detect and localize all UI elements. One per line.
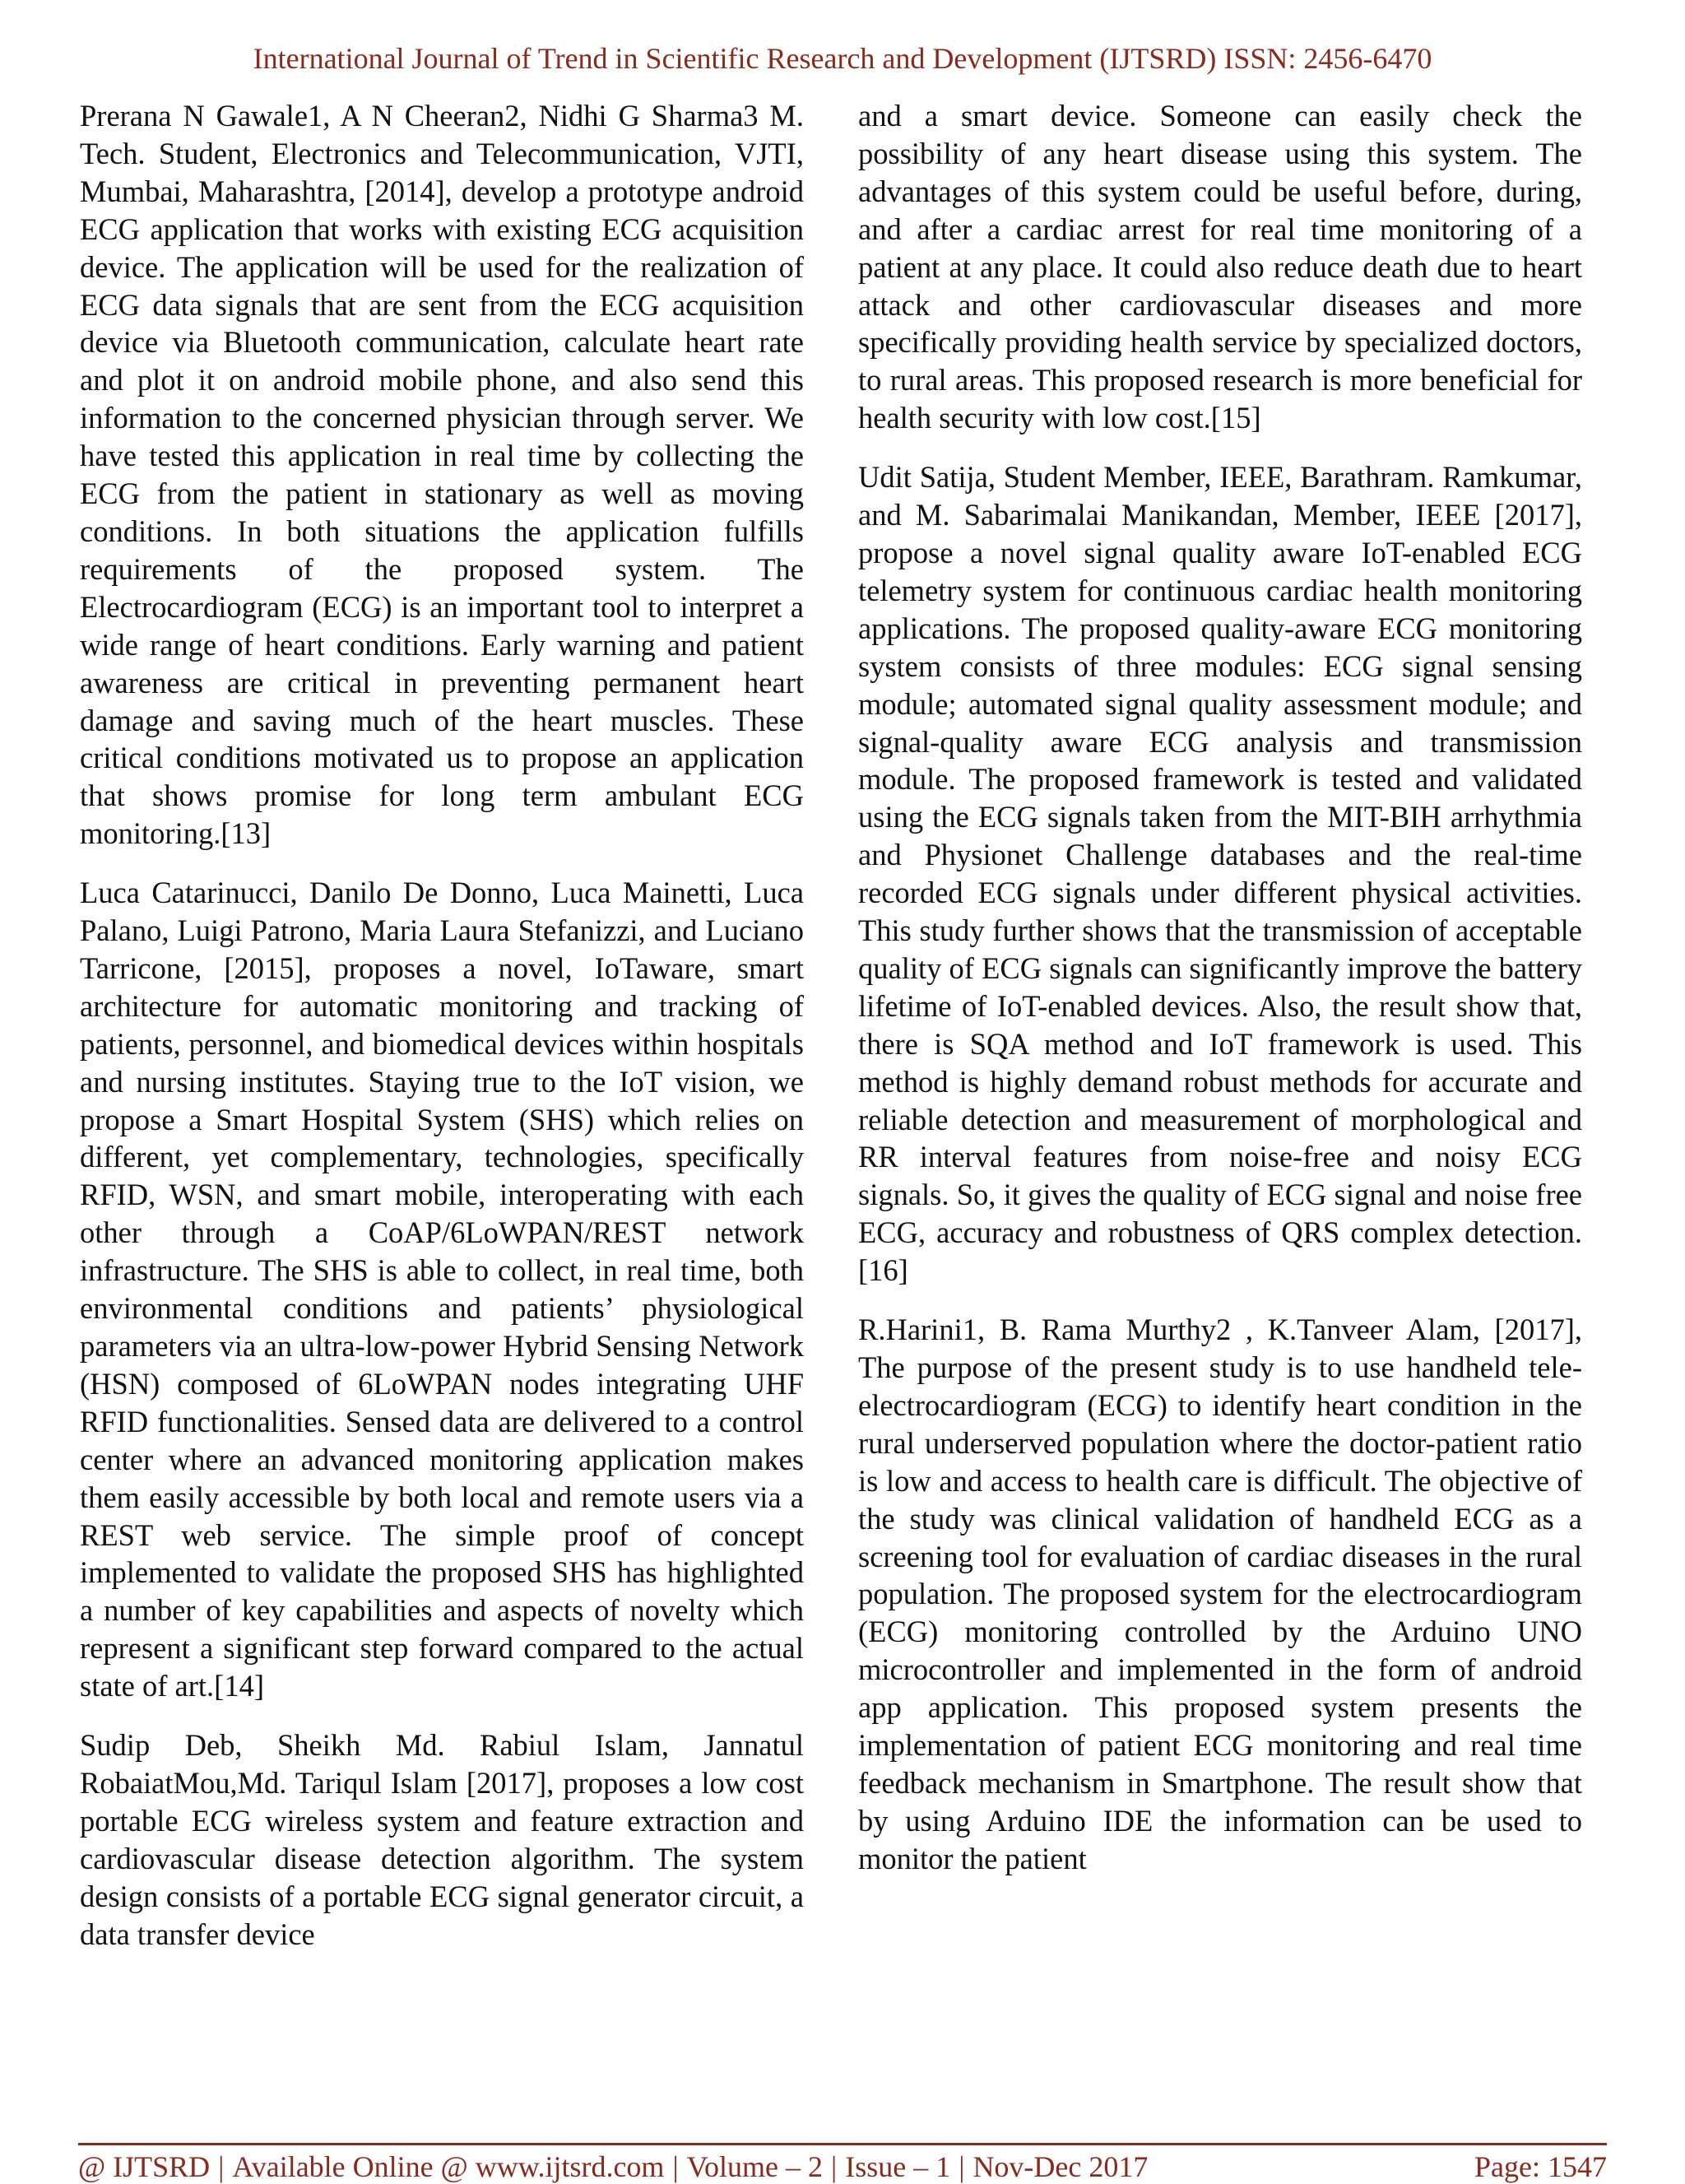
footer-info xyxy=(78,2149,1148,2184)
footer-separator: | xyxy=(959,2150,965,2183)
footer-website-link[interactable]: Available Online @ www.ijtsrd.com xyxy=(232,2150,665,2183)
footer-separator: | xyxy=(218,2150,225,2183)
journal-header: International Journal of Trend in Scientific Research and Development (IJTSRD) ISSN: 2456-6470 xyxy=(253,42,1432,75)
footer-date: Nov-Dec 2017 xyxy=(972,2150,1149,2183)
footer-volume: Volume – 2 xyxy=(686,2150,823,2183)
left-column xyxy=(80,97,804,1975)
paragraph-gawale: Prerana N Gawale1, A N Cheeran2, Nidhi G Sharma3 M. Tech. Student, Electronics and Telecommunication, VJTI, Mumbai, Maharashtra, [2014], develop a prototype android ECG application that works with existing ECG acquisition device. The application will be used for the realization of ECG data signals that are sent from the ECG acquisition device via Bluetooth communication, calculate heart rate and plot it on android mobile phone, and also send this information to the concerned physician through server. We have tested this application in real time by collecting the ECG from the patient in stationary as well as moving conditions. In both situations the application fulfills requirements of the proposed system. The Electrocardiogram (ECG) is an important tool to interpret a wide range of heart conditions. Early warning and patient awareness are critical in preventing permanent heart damage and saving much of the heart muscles. These critical conditions motivated us to propose an application that shows promise for long term ambulant ECG monitoring.[13] xyxy=(80,99,804,851)
paragraph-harini: R.Harini1, B. Rama Murthy2 , K.Tanveer Alam, [2017], The purpose of the present study is to use handheld tele-electrocardiogram (ECG) to identify heart condition in the rural underserved population where the doctor-patient ratio is low and access to health care is difficult. The objective of the study was clinical validation of handheld ECG as a screening tool for evaluation of cardiac diseases in the rural population. The proposed system for the electrocardiogram (ECG) monitoring controlled by the Arduino UNO microcontroller and implemented in the form of android app application. This proposed system presents the implementation of patient ECG monitoring and real time feedback mechanism in Smartphone. The result show that by using Arduino IDE the information can be used to monitor the patient xyxy=(858,1313,1582,1875)
footer-separator: | xyxy=(831,2150,838,2183)
footer-issue: Issue – 1 xyxy=(845,2150,951,2183)
page-number: Page: 1547 xyxy=(1474,2150,1607,2183)
paragraph-deb-continued: and a smart device. Someone can easily check the possibility of any heart disease using this system. The advantages of this system could be useful before, during, and after a cardiac arrest for real time monitoring of a patient at any place. It could also reduce death due to heart attack and other cardiovascular diseases and more specifically providing health service by specialized doctors, to rural areas. This proposed research is more beneficial for health security with low cost.[15] xyxy=(858,99,1582,435)
right-column xyxy=(858,97,1582,1899)
footer-separator: | xyxy=(672,2150,679,2183)
paragraph-deb: Sudip Deb, Sheikh Md. Rabiul Islam, Jannatul RobaiatMou,Md. Tariqul Islam [2017], proposes a low cost portable ECG wireless system and feature extraction and cardiovascular disease detection algorithm. The system design consists of a portable ECG signal generator circuit, a data transfer device xyxy=(80,1728,804,1951)
footer-divider xyxy=(78,2143,1607,2145)
paragraph-catarinucci: Luca Catarinucci, Danilo De Donno, Luca Mainetti, Luca Palano, Luigi Patrono, Maria Laura Stefanizzi, and Luciano Tarricone, [2015], proposes a novel, IoTaware, smart architecture for automatic monitoring and tracking of patients, personnel, and biomedical devices within hospitals and nursing institutes. Staying true to the IoT vision, we propose a Smart Hospital System (SHS) which relies on different, yet complementary, technologies, specifically RFID, WSN, and smart mobile, interoperating with each other through a CoAP/6LoWPAN/REST network infrastructure. The SHS is able to collect, in real time, both environmental conditions and patients’ physiological parameters via an ultra-low-power Hybrid Sensing Network (HSN) composed of 6LoWPAN nodes integrating UHF RFID functionalities. Sensed data are delivered to a control center where an advanced monitoring application makes them easily accessible by both local and remote users via a REST web service. The simple proof of concept implemented to validate the proposed SHS has highlighted a number of key capabilities and aspects of novelty which represent a significant step forward compared to the actual state of art.[14] xyxy=(80,876,804,1703)
paragraph-satija: Udit Satija, Student Member, IEEE, Barathram. Ramkumar, and M. Sabarimalai Manikandan, Member, IEEE [2017], propose a novel signal quality aware IoT-enabled ECG telemetry system for continuous cardiac health monitoring applications. The proposed quality-aware ECG monitoring system consists of three modules: ECG signal sensing module; automated signal quality assessment module; and signal-quality aware ECG analysis and transmission module. The proposed framework is tested and validated using the ECG signals taken from the MIT-BIH arrhythmia and Physionet Challenge databases and the real-time recorded ECG signals under different physical activities. This study further shows that the transmission of acceptable quality of ECG signals can significantly improve the battery lifetime of IoT-enabled devices. Also, the result show that, there is SQA method and IoT framework is used. This method is highly demand robust methods for accurate and reliable detection and measurement of morphological and RR interval features from noise-free and noisy ECG signals. So, it gives the quality of ECG signal and noise free ECG, accuracy and robustness of QRS complex detection. [16] xyxy=(858,460,1582,1288)
footer-journal: @ IJTSRD xyxy=(78,2150,211,2183)
